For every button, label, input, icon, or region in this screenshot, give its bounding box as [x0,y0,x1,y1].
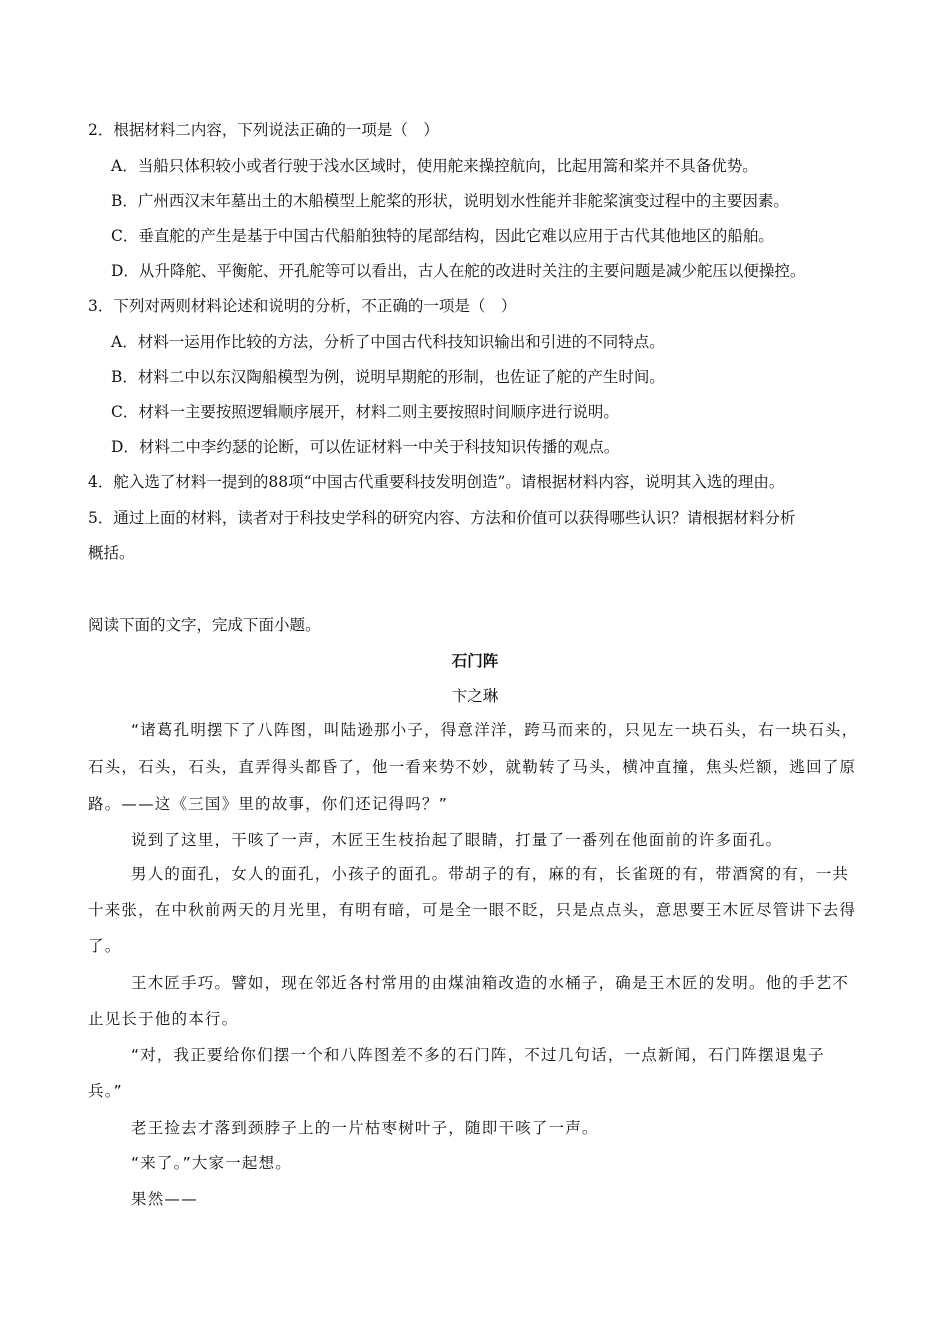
story-title: 石门阵 [451,651,499,670]
story-line: 王木匠手巧。譬如，现在邻近各村常用的由煤油箱改造的水桶子，确是王木匠的发明。他的手艺不 [131,974,850,992]
story-line: “诸葛孔明摆下了八阵图，叫陆逊那小子，得意洋洋，跨马而来的，只见左一块石头，右一块石头， [131,721,859,739]
question-2-option-a: A．当船只体积较小或者行驶于浅水区域时，使用舵来操控航向，比起用篙和桨并不具备优势。 [111,157,758,175]
story-line: 男人的面孔，女人的面孔，小孩子的面孔。带胡子的有，麻的有，长雀斑的有，带酒窝的有，一共 [131,865,850,883]
reading-instruction: 阅读下面的文字，完成下面小题。 [88,616,321,634]
story-line: 石头，石头，石头，直弄得头都昏了，他一看来势不妙，就勒转了马头，横冲直撞，焦头烂额，逃回了原 [88,758,857,776]
story-line: “来了。”大家一起想。 [131,1154,293,1172]
question-4: 4．舵入选了材料一提到的88项“中国古代重要科技发明创造”。请根据材料内容，说明其入选的理由。 [88,473,785,491]
story-line: 止见长于他的本行。 [88,1010,239,1028]
question-2-option-b: B．广州西汉末年墓出土的木船模型上舵桨的形状，说明划水性能并非舵桨演变过程中的主要因素。 [111,192,789,210]
question-3-option-d: D．材料二中李约瑟的论断，可以佐证材料一中关于科技知识传播的观点。 [111,438,620,456]
story-line: 老王捡去才落到颈脖子上的一片枯枣树叶子，随即干咳了一声。 [131,1119,599,1137]
question-3-option-b: B．材料二中以东汉陶船模型为例，说明早期舵的形制，也佐证了舵的产生时间。 [111,368,665,386]
story-line: 兵。” [88,1082,123,1100]
story-author: 卞之琳 [451,687,499,705]
question-3-option-a: A．材料一运用作比较的方法，分析了中国古代科技知识输出和引进的不同特点。 [111,333,665,351]
story-line: 路。——这《三国》里的故事，你们还记得吗？” [88,795,448,813]
question-5-line-1: 5．通过上面的材料，读者对于科技史学科的研究内容、方法和价值可以获得哪些认识？请根据材料分析 [88,509,796,527]
story-line: “对，我正要给你们摆一个和八阵图差不多的石门阵，不过几句话，一点新闻，石门阵摆退鬼子 [131,1046,825,1064]
story-line: 了。 [88,937,122,955]
question-3-option-c: C．材料一主要按照逻辑顺序展开，材料二则主要按照时间顺序进行说明。 [111,403,619,421]
story-line: 说到了这里，干咳了一声，木匠王生枝抬起了眼睛，打量了一番列在他面前的许多面孔。 [131,831,783,849]
question-2-option-d: D．从升降舵、平衡舵、开孔舵等可以看出，古人在舵的改进时关注的主要问题是减少舵压以便操控。 [111,262,806,280]
question-3-stem: 3．下列对两则材料论述和说明的分析，不正确的一项是（ ） [88,297,517,315]
question-2-stem: 2．根据材料二内容，下列说法正确的一项是（ ） [88,121,439,139]
question-5-line-2: 概括。 [88,544,135,562]
story-line: 十来张，在中秋前两天的月光里，有明有暗，可是全一眼不眨，只是点点头，意思要王木匠尽管讲下去得 [88,901,857,919]
story-line: 果然—— [131,1190,198,1208]
question-2-option-c: C．垂直舵的产生是基于中国古代船舶独特的尾部结构，因此它难以应用于古代其他地区的船舶。 [111,227,774,245]
